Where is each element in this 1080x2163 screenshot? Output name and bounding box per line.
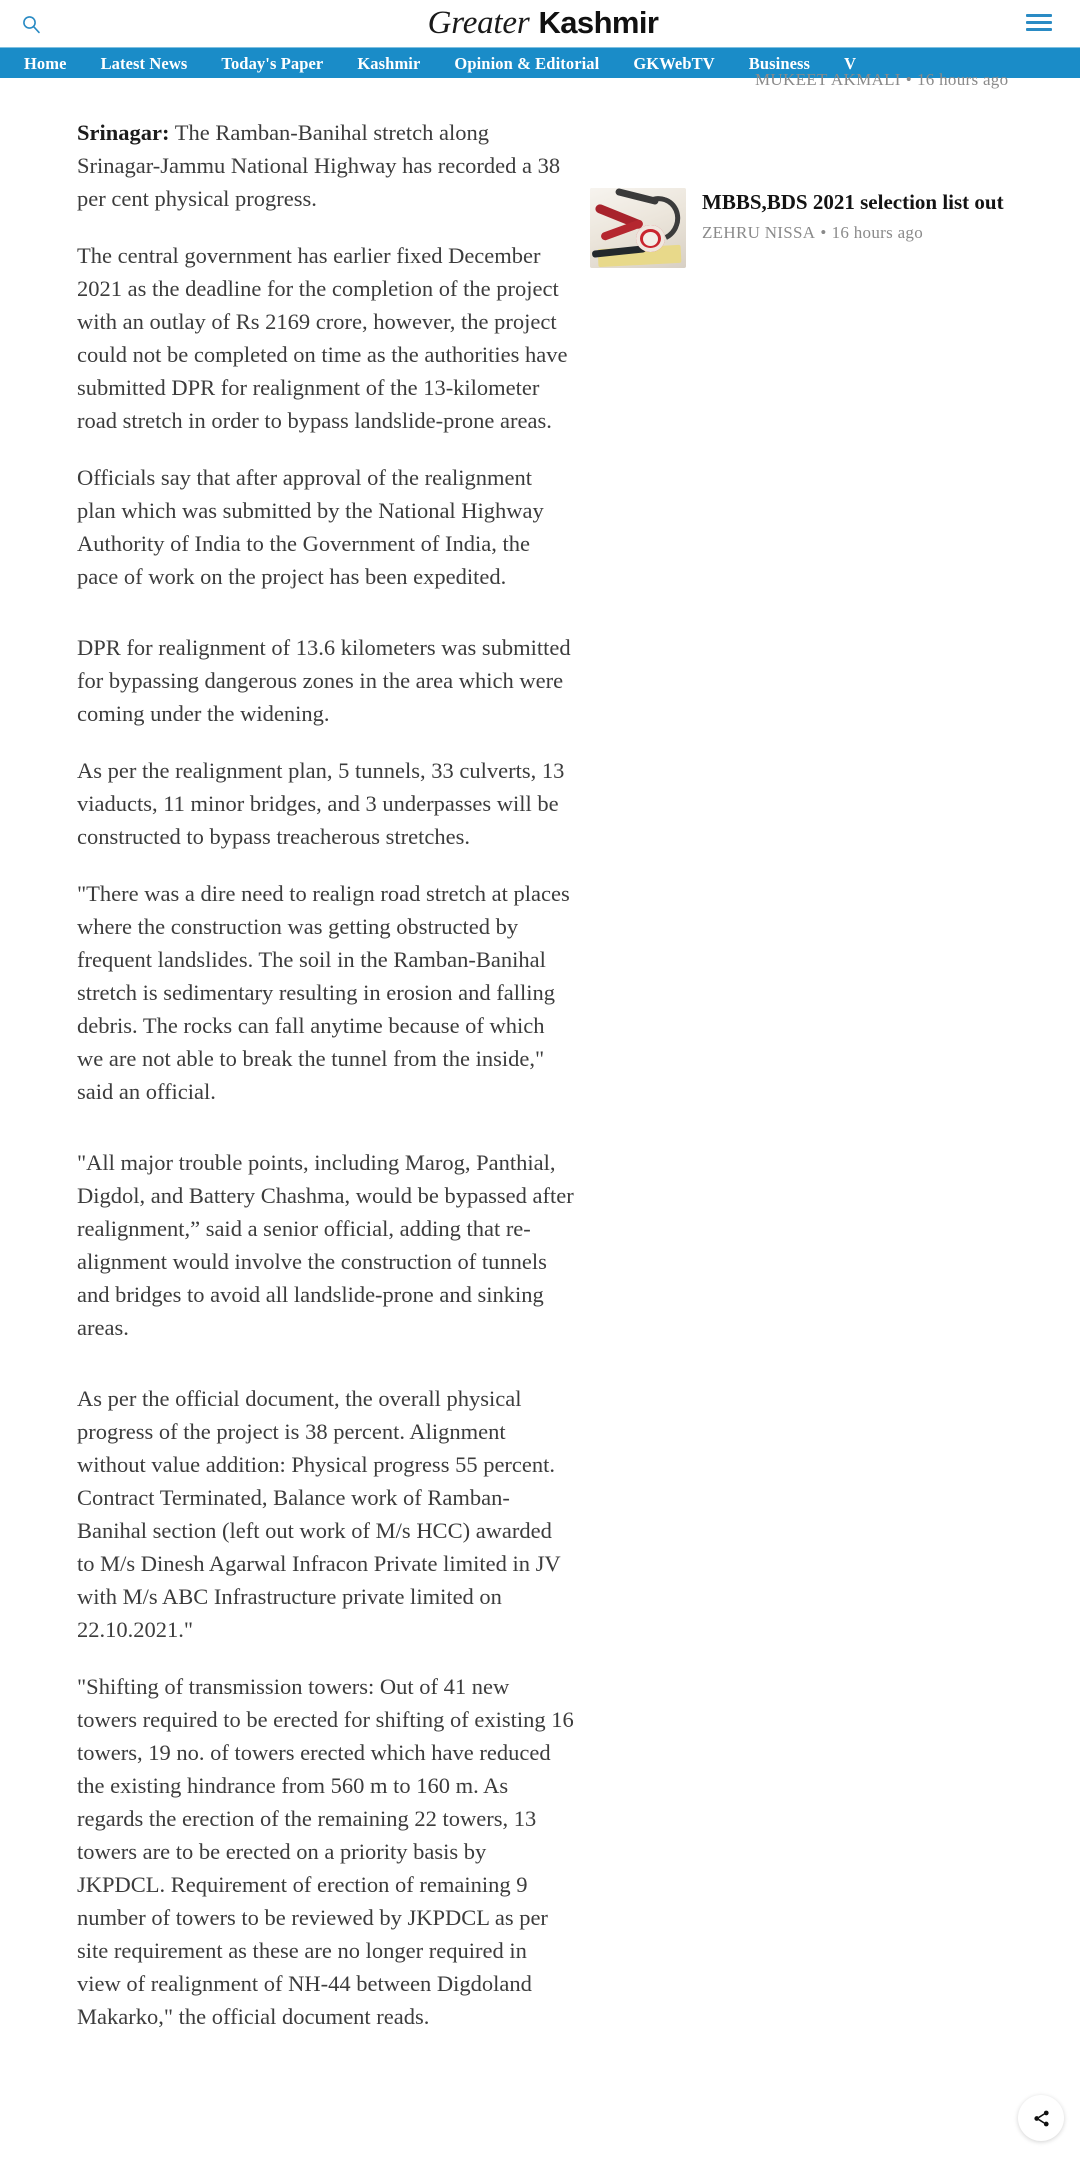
article-paragraph-9: "Shifting of transmission towers: Out of 41 new towers required to be erected for shifting of existing 16 towers, 19 no. of towers erected which have reduced the existing hindrance from 560 m to 160 m. As regards the erection of the remaining 22 towers, 13 towers are to be erected on a priority basis by JKPDCL. Requirement of erection of remaining 9 number of towers to be reviewed by JKPDCL as per site requirement as these are no longer required in view of realignment of NH-44 between Digdoland Makarko," the official document reads. — [77, 1674, 574, 2029]
article-dateline: Srinagar: — [77, 120, 170, 145]
article-paragraph-1-text: The Ramban-Banihal stretch along Srinagar-Jammu National Highway has recorded a 38 per cent physical progress. — [77, 120, 561, 211]
stethoscope-photo — [590, 188, 686, 268]
sidebar-article-card[interactable] — [590, 188, 1020, 268]
article-paragraph-2: The central government has earlier fixed December 2021 as the deadline for the completion of the project with an outlay of Rs 2169 crore, however, the project could not be completed on time as the authorities have submitted DPR for realignment of the 13-kilometer road stretch in order to bypass landslide-prone areas. — [77, 243, 568, 433]
logo-word-greater: Greater — [427, 5, 530, 41]
sidebar-previous-item-author: MUKEET AKMALI — [755, 70, 901, 89]
sidebar-previous-item-time: 16 hours ago — [916, 70, 1009, 89]
article-paragraph-4: DPR for realignment of 13.6 kilometers was submitted for bypassing dangerous zones in the area which were coming under the widening. — [77, 635, 571, 726]
hamburger-bar-1 — [1026, 14, 1052, 17]
sidebar-previous-item-byline — [755, 70, 1008, 90]
nav-item-overflow[interactable]: V — [844, 53, 857, 73]
article-paragraph-5: As per the realignment plan, 5 tunnels, 33 culverts, 13 viaducts, 11 minor bridges, and 3 underpasses will be constructed to bypass treacherous stretches. — [77, 758, 565, 849]
search-icon[interactable] — [17, 10, 45, 38]
article-paragraph-3: Officials say that after approval of the realignment plan which was submitted by the National Highway Authority of India to the Government of India, the pace of work on the project has been expedited. — [77, 465, 544, 589]
hamburger-menu-icon[interactable] — [1026, 11, 1052, 33]
nav-item-business[interactable]: Business — [748, 53, 811, 73]
article-paragraph-8: As per the official document, the overall physical progress of the project is 38 percent. Alignment without value addition: Physical progress 55 percent. Contract Terminated, Balance work of Ramban-Banihal section (left out work of M/s HCC) awarded to M/s Dinesh Agarwal Infracon Private limited in JV with M/s ABC Infrastructure private limited on 22.10.2021." — [77, 1386, 561, 1642]
sidebar-article-separator: • — [820, 223, 827, 242]
sidebar-article-author: ZEHRU NISSA — [702, 223, 816, 242]
sidebar-article-time: 16 hours ago — [831, 223, 924, 242]
article-paragraph-6: "There was a dire need to realign road stretch at places where the construction was getting obstructed by frequent landslides. The soil in the Ramban-Banihal stretch is sedimentary resulting in erosion and falling debris. The rocks can fall anytime because of which we are not able to break the tunnel from the inside," said an official. — [77, 881, 570, 1104]
article-paragraph-1 — [77, 116, 574, 215]
nav-item-opinion-editorial[interactable]: Opinion & Editorial — [454, 53, 600, 73]
nav-item-gkwebtv[interactable]: GKWebTV — [633, 53, 715, 73]
sidebar-article-byline — [702, 223, 1020, 243]
logo-word-kashmir: Kashmir — [538, 5, 659, 40]
page-content — [0, 70, 1080, 2057]
hamburger-bar-2 — [1026, 21, 1052, 24]
hamburger-bar-3 — [1026, 28, 1052, 31]
nav-item-home[interactable]: Home — [24, 53, 67, 73]
share-icon[interactable] — [1018, 2095, 1064, 2141]
site-masthead — [0, 0, 1080, 47]
sidebar-article-text — [702, 188, 1020, 268]
sidebar-previous-item-separator: • — [905, 70, 912, 89]
article-body — [0, 78, 590, 2057]
sidebar-related-articles — [590, 70, 1080, 2057]
article-paragraph-7: "All major trouble points, including Marog, Panthial, Digdol, and Battery Chashma, would be bypassed after realignment,” said a senior official, adding that re-alignment would involve the construction of tunnels and bridges to avoid all landslide-prone and sinking areas. — [77, 1150, 574, 1340]
site-logo[interactable] — [428, 7, 659, 40]
nav-item-todays-paper[interactable]: Today's Paper — [221, 53, 324, 73]
sidebar-article-title[interactable]: MBBS,BDS 2021 selection list out — [702, 190, 1004, 214]
nav-item-latest-news[interactable]: Latest News — [100, 53, 188, 73]
nav-item-kashmir[interactable]: Kashmir — [357, 53, 421, 73]
